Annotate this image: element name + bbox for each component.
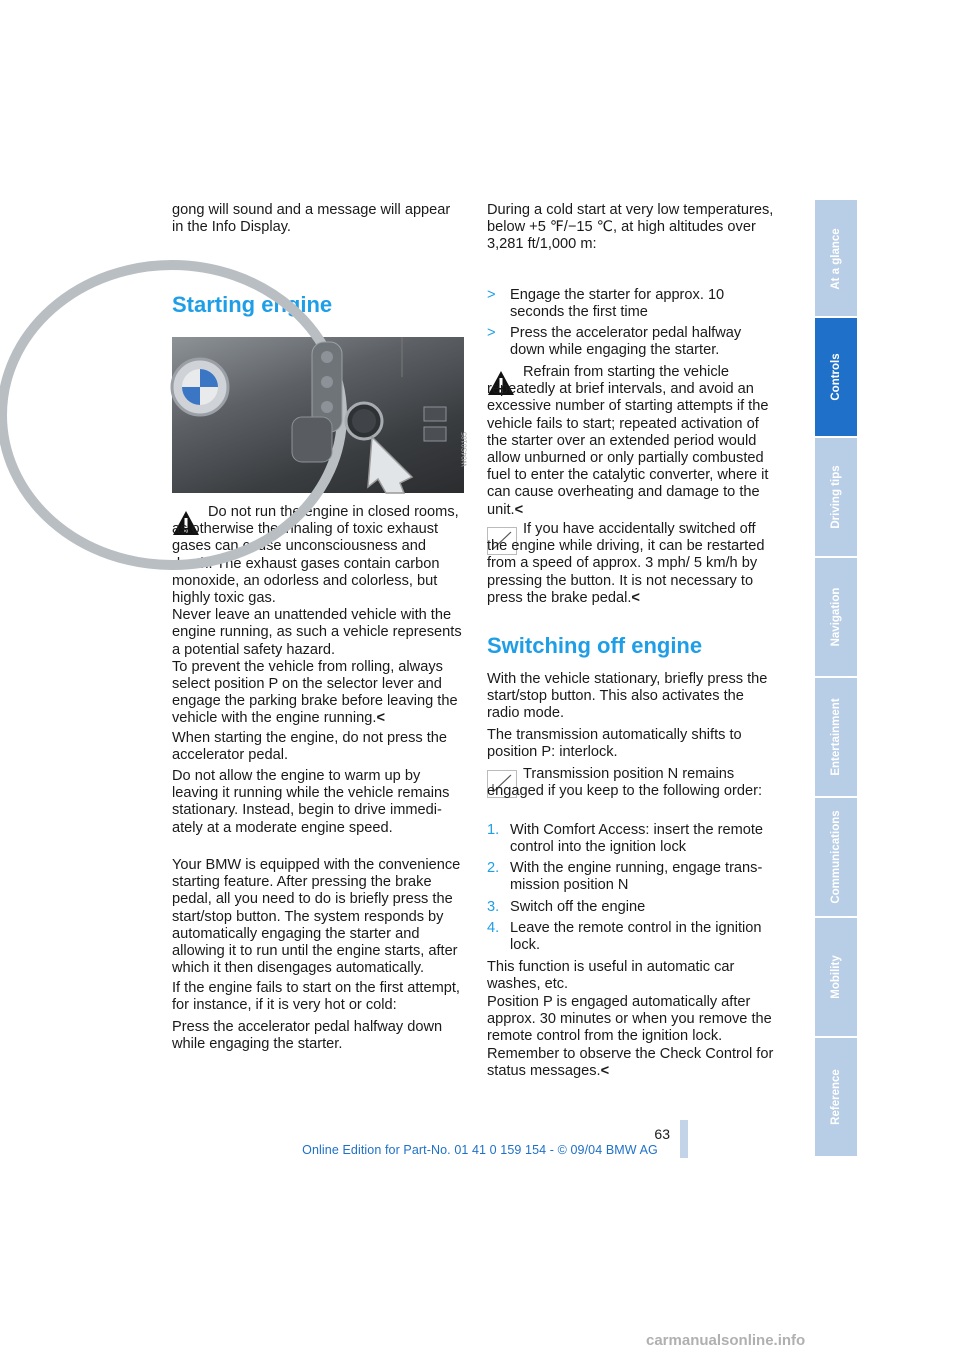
warning-block-right: [487, 364, 779, 519]
intro-text: gong will sound and a message will appear in the Info Display.: [172, 202, 451, 236]
note-text: If you have accidentally switched off the engine while driving, it can be restarted from a speed of approx. 3 mph/ 5 km/h by pressing the button. It is not necessary to press the brake pedal.<: [487, 521, 765, 606]
tab-communications[interactable]: Communications: [815, 796, 857, 916]
bullet-marker: >: [487, 325, 496, 341]
tab-controls[interactable]: Controls: [815, 316, 857, 436]
para-no-accelerator: When starting the engine, do not press the accelerator pedal.: [172, 730, 448, 764]
tab-navigation[interactable]: Navigation: [815, 556, 857, 676]
bullet-item-2: > Press the accelerator pedal halfway down while engaging the starter.: [487, 325, 742, 359]
step-item-3: 3. Switch off the engine: [487, 899, 646, 915]
steering-wheel-illustration: [172, 337, 464, 493]
para-position-p: Position P is engaged automatically after approx. 30 minutes or when you remove the remote control from the ignition lock. Remember to observe the Check Control for status messages.<: [487, 994, 774, 1079]
warning-block: [172, 504, 464, 728]
tab-entertainment[interactable]: Entertainment: [815, 676, 857, 796]
bullet-marker: >: [487, 287, 496, 303]
tab-reference[interactable]: Reference: [815, 1036, 857, 1156]
note-block: [487, 521, 779, 607]
heading-starting-engine: Starting engine: [172, 292, 333, 317]
step-item-1: 1. With Comfort Access: insert the remote control into the ignition lock: [487, 822, 764, 856]
heading-switching-off-engine: Switching off engine: [487, 633, 703, 658]
step-item-2: 2. With the engine running, engage transmission position N: [487, 860, 763, 894]
tab-mobility[interactable]: Mobility: [815, 916, 857, 1036]
step-item-4: 4. Leave the remote control in the ignition lock.: [487, 920, 762, 954]
photo-code: W04S0185: [462, 432, 469, 467]
page-number: 63: [654, 1126, 670, 1142]
tab-driving-tips[interactable]: Driving tips: [815, 436, 857, 556]
watermark: carmanualsonline.info: [646, 1332, 806, 1349]
para-warm-up: Do not allow the engine to warm up by leaving it running while the vehicle remains stationary. Instead, begin to drive immediately at a moderate engine speed.: [172, 768, 450, 836]
note-block-2: [487, 766, 779, 800]
para-convenience-start: Your BMW is equipped with the convenience starting feature. After pressing the brake pedal, all you need to do is briefly press the start/stop button. The system responds by automatically engaging the starter and allowing it to run until the engine starts, after which it then disengages automatically.: [172, 857, 461, 977]
bullet-item-1: > Engage the starter for approx. 10 seconds the first time: [487, 287, 725, 321]
para-stationary: With the vehicle stationary, briefly press the start/stop button. This also activates the radio mode.: [487, 671, 768, 722]
para-cold-start: During a cold start at very low temperatures, below +5 ℉/−15 ℃, at high altitudes over 3,281 ft/1,000 m:: [487, 202, 774, 253]
para-interlock: The transmission automatically shifts to position P: interlock.: [487, 727, 742, 761]
warning-text: Do not run the engine in closed rooms, as otherwise the inhaling of toxic exhaust gases can cause unconsciousness and death. The exhaust gases contain carbon monoxide, an odorless and colorless, but highly toxic gas. Never leave an unattended vehicle with the engine running, as such a vehicle represents a potential safety hazard. To prevent the vehicle from rolling, always select position P on the selector lever and engage the parking brake before leaving the vehicle with the engine running.<: [172, 504, 462, 727]
steering-wheel-photo: [172, 337, 469, 493]
tab-at-a-glance[interactable]: At a glance: [815, 198, 857, 318]
para-car-washes: This function is useful in automatic car washes, etc.: [487, 959, 735, 993]
footer-text: Online Edition for Part-No. 01 41 0 159 154 - © 09/04 BMW AG: [302, 1143, 658, 1157]
para-fails-to-start: If the engine fails to start on the first attempt, for instance, if it is very hot or cold:: [172, 980, 460, 1014]
warning-text-right: Refrain from starting the vehicle repeatedly at brief intervals, and avoid an excessive number of starting attempts if the vehicle fails to start; repeated activation of the starter over an extended period would allow unburned or only partially combusted fuel to enter the catalytic converter, where it can cause overheating and damage to the unit.<: [487, 364, 769, 518]
para-press-accelerator: Press the accelerator pedal halfway down while engaging the starter.: [172, 1019, 443, 1053]
note-text-2: Transmission position N remains engaged if you keep to the following order:: [487, 766, 763, 800]
